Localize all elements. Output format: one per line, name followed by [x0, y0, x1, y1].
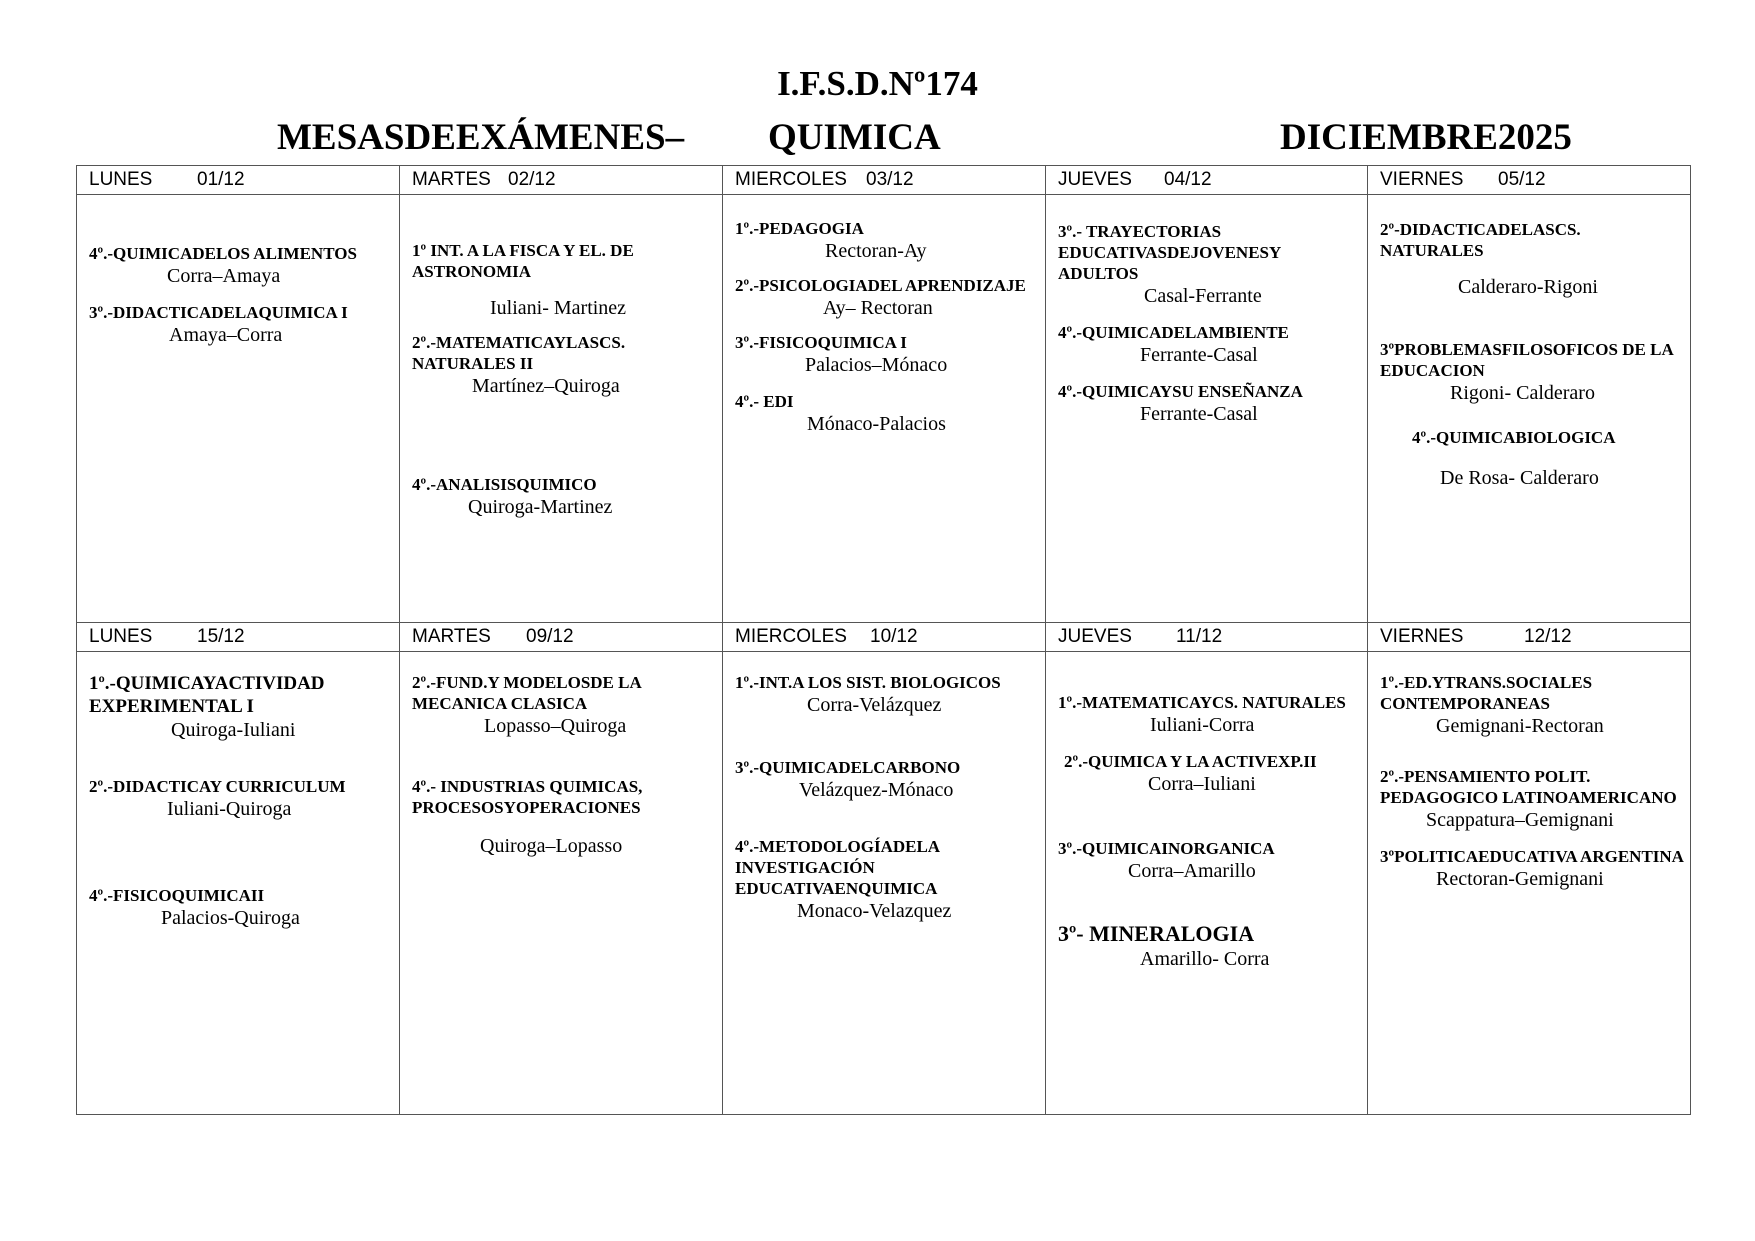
day-date: 02/12: [508, 169, 556, 190]
exam-teachers: Ferrante-Casal: [1140, 403, 1258, 425]
exam-subject: 1º.-PEDAGOGIA: [735, 219, 864, 238]
exam-subject: 2º.-FUND.Y MODELOSDE LA MECANICA CLASICA: [412, 673, 641, 713]
career-title: QUIMICA: [768, 117, 941, 158]
exam-subject: 4º.- INDUSTRIAS QUIMICAS, PROCESOSYOPERACIONES: [412, 777, 643, 817]
exam-teachers: Martínez–Quiroga: [472, 375, 620, 397]
exam-entry: [1058, 221, 1361, 308]
day-name: VIERNES: [1380, 626, 1464, 647]
exam-subject: 1º.-MATEMATICAYCS. NATURALES: [1058, 693, 1346, 712]
exam-entry: [1058, 322, 1361, 367]
exam-teachers: Palacios–Mónaco: [805, 354, 948, 376]
day-cell-wed-10: [723, 652, 1046, 1115]
day-cell-mon-01: [77, 195, 400, 623]
exam-entry: [1058, 381, 1361, 426]
day-name: MIERCOLES: [735, 626, 847, 647]
exam-tables-title: MESASDEEXÁMENES–: [277, 117, 685, 158]
day-date: 01/12: [197, 169, 245, 190]
exam-teachers: Rectoran-Gemignani: [1436, 868, 1604, 890]
exam-entry: [89, 672, 393, 742]
exam-entry: [1380, 339, 1684, 405]
exam-entry: [735, 836, 1039, 923]
exam-entry: [89, 776, 393, 821]
day-name: JUEVES: [1058, 169, 1132, 190]
exam-entry: [412, 474, 716, 519]
exam-teachers: Gemignani-Rectoran: [1436, 715, 1604, 737]
exam-subject: 4º.-QUIMICABIOLOGICA: [1412, 428, 1616, 447]
exam-entry: [1380, 766, 1684, 832]
day-header: [77, 623, 400, 652]
exam-subject: 4º.-QUIMICADELOS ALIMENTOS: [89, 244, 357, 263]
day-date: 10/12: [870, 626, 918, 647]
exam-teachers: Rectoran-Ay: [825, 240, 927, 262]
day-header: [77, 166, 400, 195]
day-cell-thu-11: [1046, 652, 1368, 1115]
exam-subject: 4º.-QUIMICAYSU ENSEÑANZA: [1058, 382, 1303, 401]
exam-subject: 3º.-QUIMICADELCARBONO: [735, 758, 961, 777]
exam-subject: 1º INT. A LA FISCA Y EL. DE ASTRONOMIA: [412, 241, 634, 281]
week1-exams-row: [77, 195, 1691, 623]
exam-entry: [1058, 921, 1361, 971]
day-cell-mon-15: [77, 652, 400, 1115]
exam-teachers: Quiroga-Iuliani: [171, 719, 296, 741]
day-header: [1046, 623, 1368, 652]
exam-entry: [735, 275, 1039, 320]
day-date: 04/12: [1164, 169, 1212, 190]
exam-entry: [1058, 692, 1361, 737]
exam-subject: 3º.-FISICOQUIMICA I: [735, 333, 907, 352]
exam-entry: [89, 243, 393, 288]
exam-entry: [735, 332, 1039, 377]
exam-subject: 3º.-QUIMICAINORGANICA: [1058, 839, 1275, 858]
exam-entry: [1058, 838, 1361, 883]
exam-teachers: Iuliani-Corra: [1150, 714, 1255, 736]
week1-header-row: [77, 166, 1691, 195]
day-date: 11/12: [1176, 626, 1223, 647]
exam-teachers: Quiroga-Martinez: [468, 496, 613, 518]
exam-entry: [89, 885, 393, 930]
day-date: 05/12: [1498, 169, 1546, 190]
exam-teachers: Ay– Rectoran: [823, 297, 933, 319]
day-date: 15/12: [197, 626, 245, 647]
exam-entry: [412, 672, 716, 738]
exam-teachers: Ferrante-Casal: [1140, 344, 1258, 366]
day-name: MARTES: [412, 626, 491, 647]
day-header: [723, 623, 1046, 652]
day-name: VIERNES: [1380, 169, 1464, 190]
exam-entry: [412, 332, 716, 398]
day-header: [1368, 623, 1691, 652]
exam-subject: 2º.-DIDACTICAY CURRICULUM: [89, 777, 346, 796]
day-cell-fri-12: [1368, 652, 1691, 1115]
day-name: LUNES: [89, 169, 153, 190]
exam-entry: [735, 672, 1039, 717]
exam-teachers: Amaya–Corra: [169, 324, 283, 346]
exam-subject: 4º.- EDI: [735, 392, 794, 411]
day-header: [723, 166, 1046, 195]
exam-subject: 2º.-PSICOLOGIADEL APRENDIZAJE: [735, 276, 1026, 295]
exam-subject: 2º.-MATEMATICAYLASCS. NATURALES II: [412, 333, 626, 373]
exam-entry: [1380, 427, 1684, 490]
day-name: JUEVES: [1058, 626, 1132, 647]
exam-subject: 1º.-INT.A LOS SIST. BIOLOGICOS: [735, 673, 1001, 692]
exam-subject: 2º.-QUIMICA Y LA ACTIVEXP.II: [1064, 752, 1317, 771]
exam-teachers: Scappatura–Gemignani: [1426, 809, 1614, 831]
exam-entry: [89, 302, 393, 347]
exam-subject: 3ºPROBLEMASFILOSOFICOS DE LA EDUCACION: [1380, 340, 1673, 380]
day-name: LUNES: [89, 626, 153, 647]
exam-teachers: Corra–Iuliani: [1148, 773, 1256, 795]
period-title: DICIEMBRE2025: [1280, 117, 1572, 158]
exam-teachers: Palacios-Quiroga: [161, 907, 300, 929]
exam-subject: 1º.-ED.YTRANS.SOCIALES CONTEMPORANEAS: [1380, 673, 1593, 713]
day-cell-thu-04: [1046, 195, 1368, 623]
day-header: [400, 623, 723, 652]
exam-teachers: Lopasso–Quiroga: [484, 715, 627, 737]
exam-subject: 1º.-QUIMICAYACTIVIDAD EXPERIMENTAL I: [89, 673, 325, 717]
exam-teachers: Iuliani-Quiroga: [167, 798, 292, 820]
exam-entry: [1058, 751, 1361, 796]
exam-subject: 2º.-PENSAMIENTO POLIT. PEDAGOGICO LATINOAMERICANO: [1380, 767, 1677, 807]
exam-subject: 4º.-METODOLOGÍADELA INVESTIGACIÓN EDUCATIVAENQUIMICA: [735, 837, 940, 898]
exam-teachers: Corra–Amaya: [167, 265, 281, 287]
exam-subject: 3º- MINERALOGIA: [1058, 921, 1255, 946]
exam-entry: [412, 776, 716, 858]
exam-subject: 3ºPOLITICAEDUCATIVA ARGENTINA: [1380, 847, 1684, 866]
institute-title: I.F.S.D.Nº174: [777, 64, 978, 103]
day-header: [1368, 166, 1691, 195]
day-cell-tue-02: [400, 195, 723, 623]
exam-teachers: Amarillo- Corra: [1140, 948, 1270, 970]
day-cell-fri-05: [1368, 195, 1691, 623]
exam-entry: [735, 218, 1039, 263]
exam-entry: [735, 757, 1039, 802]
exam-subject: 3º.- TRAYECTORIAS EDUCATIVASDEJOVENESY ADULTOS: [1058, 222, 1281, 283]
exam-teachers: Mónaco-Palacios: [807, 413, 946, 435]
day-date: 09/12: [526, 626, 574, 647]
exam-teachers: Rigoni- Calderaro: [1450, 382, 1595, 404]
day-header: [1046, 166, 1368, 195]
exam-entry: [1380, 672, 1684, 738]
exam-teachers: De Rosa- Calderaro: [1440, 467, 1599, 489]
exam-entry: [735, 391, 1039, 436]
exam-teachers: Casal-Ferrante: [1144, 285, 1262, 307]
exam-subject: 3º.-DIDACTICADELAQUIMICA I: [89, 303, 348, 322]
exam-teachers: Iuliani- Martinez: [490, 297, 627, 319]
exam-subject: 2º-DIDACTICADELASCS. NATURALES: [1380, 220, 1581, 260]
exam-teachers: Quiroga–Lopasso: [480, 835, 623, 857]
day-cell-tue-09: [400, 652, 723, 1115]
exam-teachers: Calderaro-Rigoni: [1458, 276, 1598, 298]
exam-teachers: Corra-Velázquez: [807, 694, 942, 716]
day-name: MIERCOLES: [735, 169, 847, 190]
exam-teachers: Monaco-Velazquez: [797, 900, 952, 922]
exam-entry: [1380, 846, 1684, 891]
exam-teachers: Velázquez-Mónaco: [799, 779, 954, 801]
day-date: 12/12: [1524, 626, 1572, 647]
exam-entry: [412, 240, 716, 320]
day-date: 03/12: [866, 169, 914, 190]
exam-subject: 4º.-FISICOQUIMICAII: [89, 886, 265, 905]
week2-exams-row: [77, 652, 1691, 1115]
exam-schedule-table: [76, 165, 1691, 1115]
day-cell-wed-03: [723, 195, 1046, 623]
exam-subject: 4º.-ANALISISQUIMICO: [412, 475, 597, 494]
exam-entry: [1380, 219, 1684, 299]
exam-subject: 4º.-QUIMICADELAMBIENTE: [1058, 323, 1289, 342]
week2-header-row: [77, 623, 1691, 652]
day-header: [400, 166, 723, 195]
day-name: MARTES: [412, 169, 491, 190]
exam-teachers: Corra–Amarillo: [1128, 860, 1256, 882]
